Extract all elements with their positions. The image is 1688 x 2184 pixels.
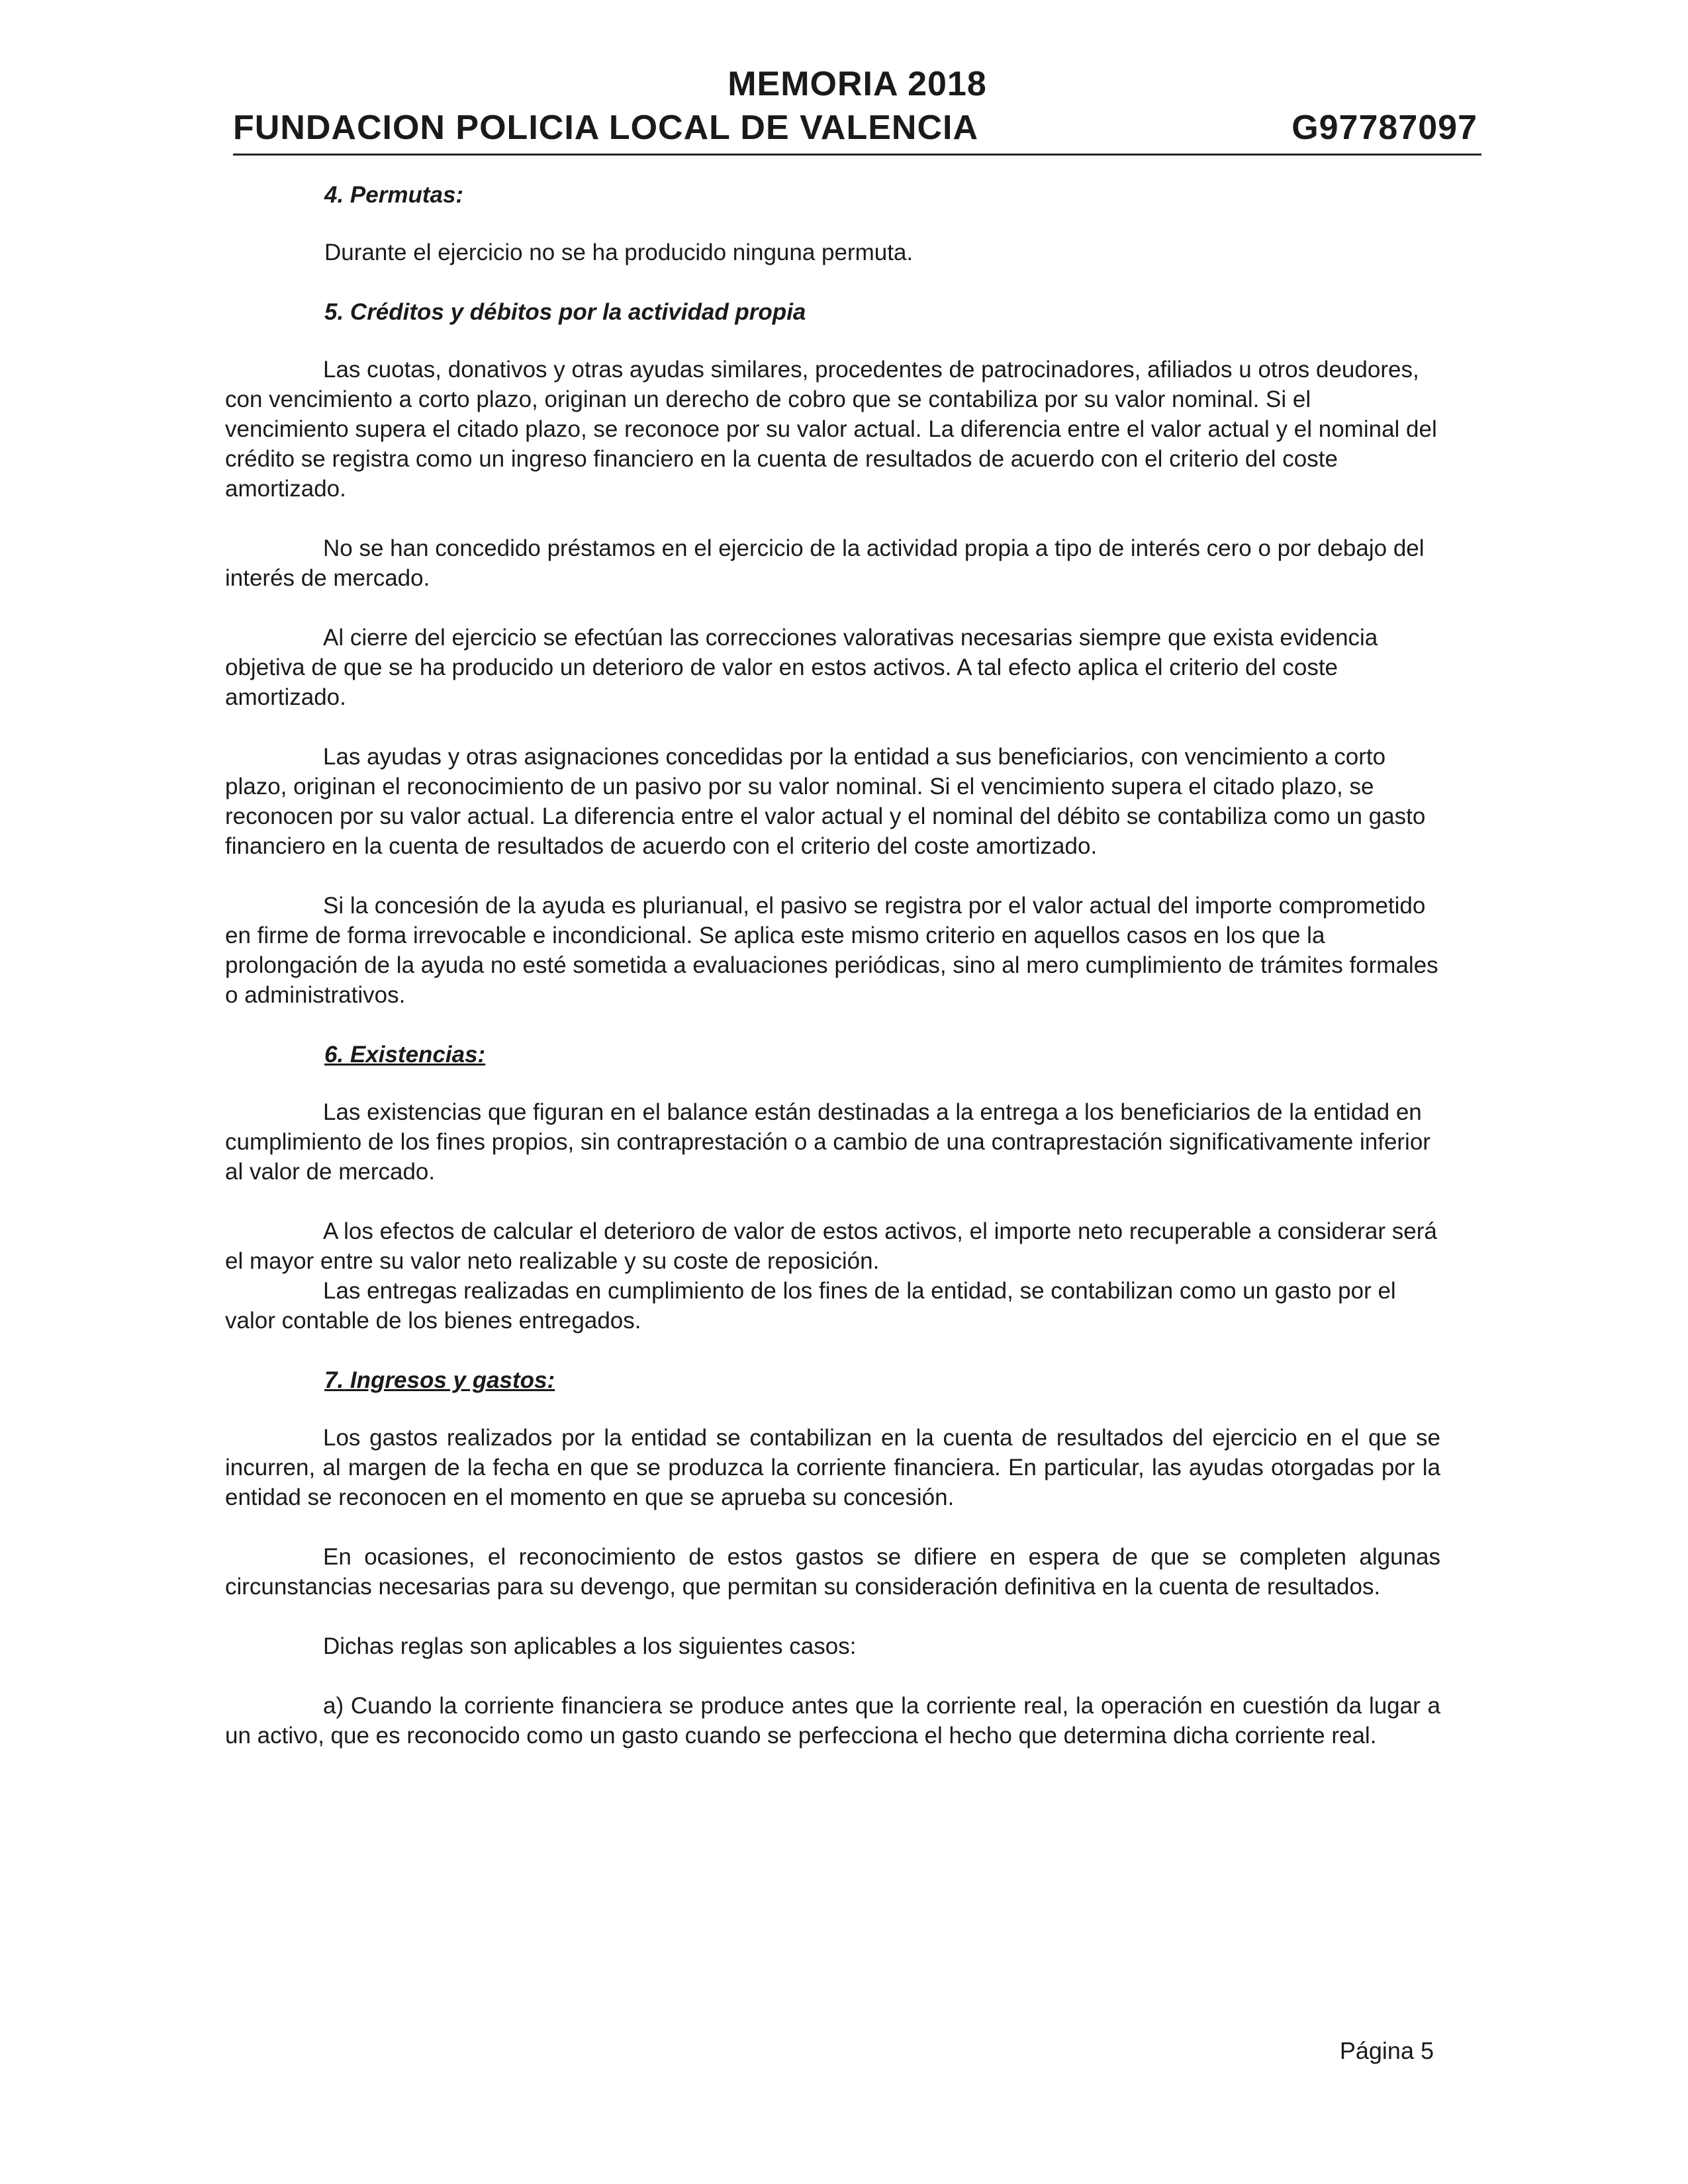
organization-cif: G97787097 [1291, 109, 1477, 147]
page-header [233, 64, 1481, 154]
section-title-permutas: 4. Permutas: [324, 182, 464, 208]
organization-name: FUNDACION POLICIA LOCAL DE VALENCIA [233, 109, 979, 147]
document-title: MEMORIA 2018 [727, 65, 987, 103]
paragraph: Durante el ejercicio no se ha producido ninguna permuta. [324, 240, 914, 265]
paragraph: Los gastos realizados por la entidad se contabilizan en la cuenta de resultados del ejercicio en el que se incurren, al margen de la fecha en que se produzca la corriente financiera. En particular, las ayudas otorgadas por la entidad se reconocen en el momento en que se aprueba su concesión. [225, 1425, 1440, 1510]
header-divider [233, 154, 1481, 156]
paragraph: a) Cuando la corriente financiera se produce antes que la corriente real, la operación en cuestión da lugar a un activo, que es reconocido como un gasto cuando se perfecciona el hecho que determina dicha corriente real. [225, 1693, 1440, 1749]
paragraph: Si la concesión de la ayuda es plurianual, el pasivo se registra por el valor actual del importe comprometido en firme de forma irrevocable e incondicional. Se aplica este mismo criterio en aquellos casos en los que la prolongación de la ayuda no esté sometida a evaluaciones periódicas, sino al mero cumplimiento de trámites formales o administrativos. [225, 893, 1438, 1008]
page-number: Página 5 [1339, 2037, 1434, 2064]
paragraph: No se han concedido préstamos en el ejercicio de la actividad propia a tipo de interés cero o por debajo del interés de mercado. [225, 535, 1425, 591]
section-title-text: 7. Ingresos y gastos: [324, 1367, 555, 1393]
paragraph: Al cierre del ejercicio se efectúan las correcciones valorativas necesarias siempre que exista evidencia objetiva de que se ha producido un deterioro de valor en estos activos. A tal efecto aplica el criterio del coste amortizado. [225, 625, 1378, 710]
section-title-creditos-debitos: 5. Créditos y débitos por la actividad propia [324, 299, 806, 325]
paragraph: Las ayudas y otras asignaciones concedidas por la entidad a sus beneficiarios, con vencimiento a corto plazo, originan el reconocimiento de un pasivo por su valor nominal. Si el vencimiento supera el citado plazo, se reconocen por su valor actual. La diferencia entre el valor actual y el nominal del débito se contabiliza como un gasto financiero en la cuenta de resultados de acuerdo con el criterio del coste amortizado. [225, 744, 1426, 859]
section-title-existencias [324, 1040, 1440, 1069]
paragraph: Las entregas realizadas en cumplimiento de los fines de la entidad, se contabilizan como un gasto por el valor contable de los bienes entregados. [225, 1278, 1396, 1334]
paragraph: A los efectos de calcular el deterioro de valor de estos activos, el importe neto recuperable a considerar será el mayor entre su valor neto realizable y su coste de reposición. [225, 1218, 1437, 1274]
paragraph: Dichas reglas son aplicables a los siguientes casos: [323, 1633, 857, 1659]
section-title-ingresos-gastos [324, 1365, 1440, 1395]
paragraph: En ocasiones, el reconocimiento de estos gastos se difiere en espera de que se completen algunas circunstancias necesarias para su devengo, que permitan su consideración definitiva en la cuenta de resultados. [225, 1544, 1440, 1600]
section-title-text: 6. Existencias: [324, 1042, 486, 1068]
paragraph: Las cuotas, donativos y otras ayudas similares, procedentes de patrocinadores, afiliados u otros deudores, con vencimiento a corto plazo, originan un derecho de cobro que se contabiliza por su valor nominal. Si el vencimiento supera el citado plazo, se reconoce por su valor actual. La diferencia entre el valor actual y el nominal del crédito se registra como un ingreso financiero en la cuenta de resultados de acuerdo con el criterio del coste amortizado. [225, 357, 1437, 502]
paragraph: Las existencias que figuran en el balance están destinadas a la entrega a los beneficiarios de la entidad en cumplimiento de los fines propios, sin contraprestación o a cambio de una contraprestación significativamente inferior al valor de mercado. [225, 1099, 1430, 1185]
document-body [225, 180, 1440, 1780]
